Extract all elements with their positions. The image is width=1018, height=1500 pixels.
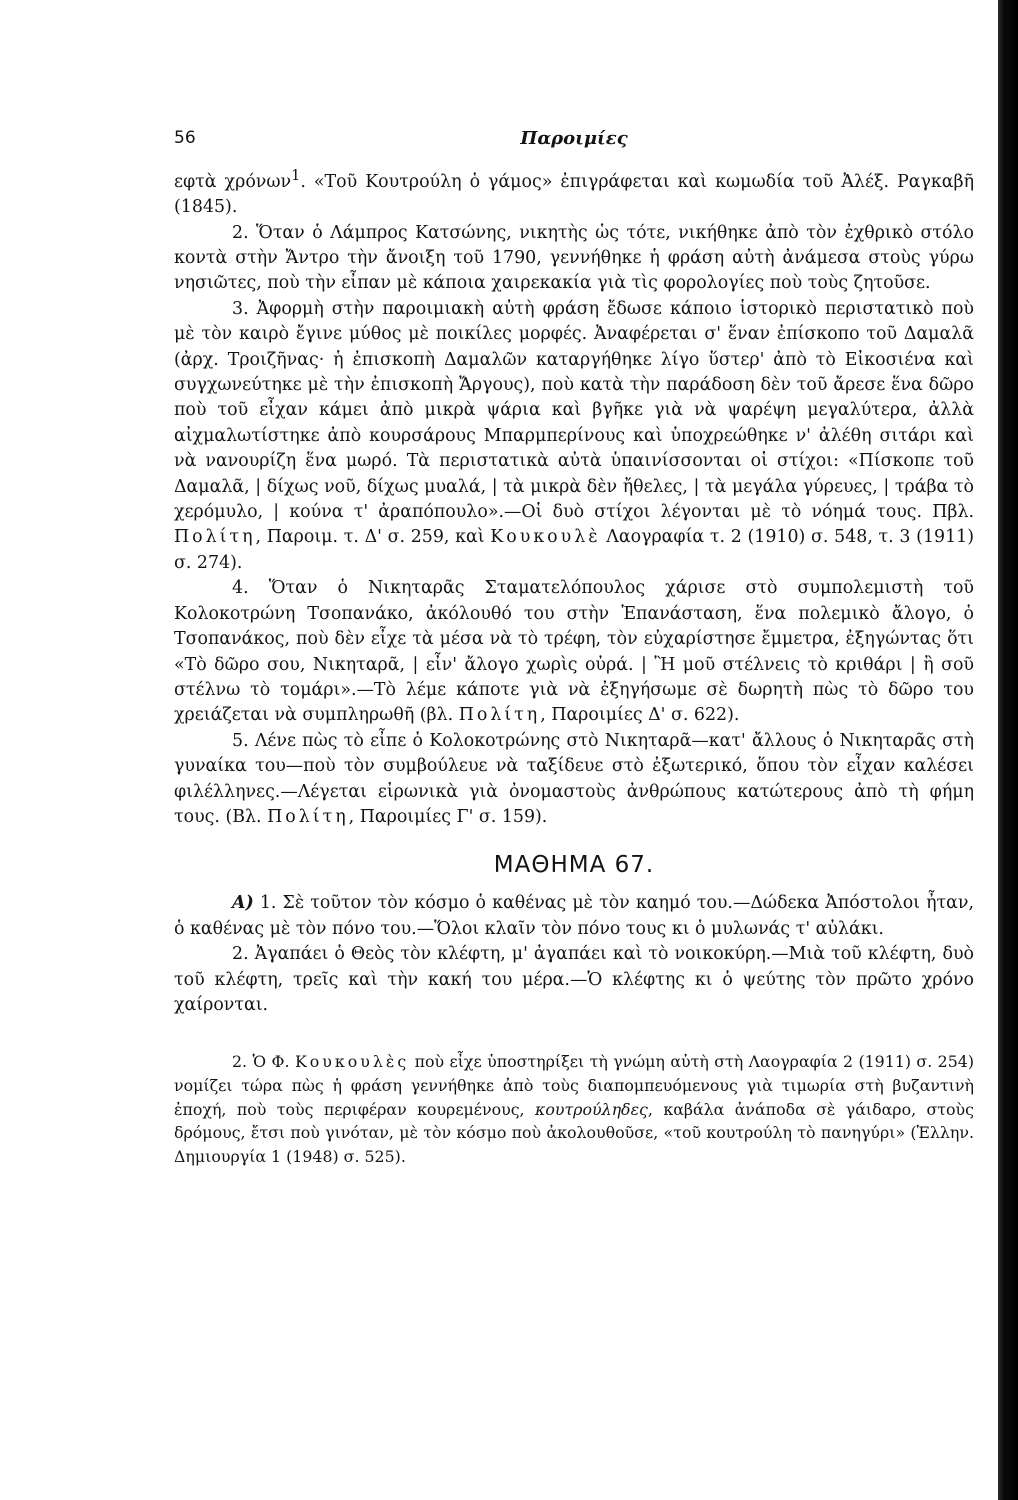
author-name: Κουκουλὲ	[490, 527, 601, 548]
author-name: Πολίτη	[458, 705, 541, 726]
paragraph-continuation: εφτὰ χρόνων$^1$. «Τοῦ Κουτρούλη ὁ γάμος» ἐπιγράφεται καὶ κωμωδία τοῦ Ἀλέξ. Ραγκαβῆ (1845).	[174, 168, 974, 218]
page-number: 56	[174, 128, 196, 148]
note-3: 3. Ἀφορμὴ στὴν παροιμιακὴ αὐτὴ φράση ἔδωσε κάποιο ἱστορικὸ περιστατικὸ ποὺ μὲ τὸν καιρὸ ἔγινε μύθος μὲ ποικίλες μορφές. Ἀναφέρεται σ' ἕναν ἐπίσκοπο τοῦ Δαμαλᾶ (ἀρχ. Τροιζῆνας· ἡ ἐπισκοπὴ Δαμαλῶν καταργήθηκε λίγο ὕστερ' ἀπὸ τὸ Εἰκοσιένα καὶ συγχωνεύτηκε μὲ τὴν ἐπισκοπὴ Ἄργους), ποὺ κατὰ τὴν παράδοση δὲν τοῦ ἄρεσε ἕνα δῶρο ποὺ τοῦ εἶχαν κάμει ἀπὸ μικρὰ ψάρια καὶ βγῆκε γιὰ νὰ ψαρέψη μεγαλύτερα, ἀλλὰ αἰχμαλωτίστηκε ἀπὸ κουρσάρους Μπαρμπερίνους καὶ ὑποχρεώθηκε ν' ἀλέθη σιτάρι καὶ νὰ νανουρίζη ἕνα μωρό. Τὰ περιστατικὰ αὐτὰ ὑπαινίσσονται οἱ στίχοι: «Πίσκοπε τοῦ Δαμαλᾶ, | δίχως νοῦ, δίχως μυαλά, | τὰ μικρὰ δὲν ἤθελες, | τὰ μεγάλα γύρευες, | τράβα τὸ χερόμυλο, | κούνα τ' ἀραπόπουλο».—Οἱ δυὸ στίχοι λέγονται μὲ τὸ νόημά τους. Πβλ. Πολίτη, Παροιμ. τ. Δ' σ. 259, καὶ Κουκουλὲ Λαογραφία τ. 2 (1910) σ. 548, τ. 3 (1911) σ. 274).	[174, 298, 974, 573]
note-2: 2. Ὅταν ὁ Λάμπρος Κατσώνης, νικητὴς ὡς τότε, νικήθηκε ἀπὸ τὸν ἐχθρικὸ στόλο κοντὰ στὴν Ἄντρο τὴν ἄνοιξη τοῦ 1790, γεννήθηκε ἡ φράση αὐτὴ ἀνάμεσα στοὺς γύρω νησιῶτες, ποὺ τὴν εἶπαν μὲ κάποια χαιρεκακία γιὰ τὶς φορολογίες ποὺ τοὺς ζητοῦσε.	[174, 222, 974, 294]
note-5: 5. Λένε πὼς τὸ εἶπε ὁ Κολοκοτρώνης στὸ Νικηταρᾶ—κατ' ἄλλους ὁ Νικηταρᾶς στὴ γυναίκα του—ποὺ τὸν συμβούλευε νὰ ταξίδευε στὸ ἐξωτερικό, ὅπου τὸν εἶχαν καλέσει φιλέλληνες.—Λέγεται εἰρωνικὰ γιὰ ὀνομαστοὺς ἀνθρώπους κατώτερους ἀπὸ τὴ φήμη τους. (Βλ. Πολίτη, Παροιμίες Γ' σ. 159).	[174, 730, 974, 827]
book-page	[174, 126, 974, 1168]
section-label: Α)	[232, 893, 254, 914]
footnote-marker: 1	[291, 168, 301, 184]
author-name: Πολίτη	[174, 527, 256, 548]
footnote-2: 2. Ὁ Φ. Κουκουλὲς ποὺ εἶχε ὑποστηρίξει τὴ γνώμη αὐτὴ στὴ Λαογραφία 2 (1911) σ. 254) νομίζει τώρα πὼς ἡ φράση γεννήθηκε ἀπὸ τοὺς διαπομπευόμενους γιὰ τιμωρία στὴ βυζαντινὴ ἐποχή, ποὺ τοὺς περιφέραν κουρεμένους, κουτρούληδες, καβάλα ἀνάποδα σὲ γάιδαρο, στοὺς δρόμους, ἔτσι ποὺ γινόταν, μὲ τὸν κόσμο ποὺ ἀκολουθοῦσε, «τοῦ κουτρούλη τὸ πανηγύρι» (Ἑλλην. Δημιουργία 1 (1948) σ. 525).	[174, 1052, 974, 1166]
author-name: Κουκουλὲς	[294, 1052, 410, 1072]
running-header	[174, 126, 974, 164]
note-4: 4. Ὅταν ὁ Νικηταρᾶς Σταματελόπουλος χάρισε στὸ συμπολεμιστὴ τοῦ Κολοκοτρώνη Τσοπανάκο, ἀκόλουθό του στὴν Ἐπανάσταση, ἕνα πολεμικὸ ἄλογο, ὁ Τσοπανάκος, ποὺ δὲν εἶχε τὰ μέσα νὰ τὸ τρέφη, τὸν εὐχαρίστησε ἔμμετρα, ἐξηγώντας ὅτι «Τὸ δῶρο σου, Νικηταρᾶ, | εἶν' ἄλογο χωρὶς οὐρά. | Ἢ μοῦ στέλνεις τὸ κριθάρι | ἢ σοῦ στέλνω τὸ τομάρι».—Τὸ λέμε κάποτε γιὰ νὰ ἐξηγήσωμε σὲ δωρητὴ πὼς τὸ δῶρο του χρειάζεται νὰ συμπληρωθῆ (βλ. Πολίτη, Παροιμίες Δ' σ. 622).	[174, 578, 974, 726]
lesson-heading: ΜΑΘΗΜΑ 67.	[493, 852, 655, 879]
author-name: Πολίτη	[267, 806, 349, 827]
scan-edge-shadow	[998, 0, 1018, 1500]
footnotes	[174, 1050, 974, 1168]
italic-term: κουτρούληδες	[534, 1099, 648, 1119]
lesson-paragraph-2: 2. Ἀγαπάει ὁ Θεὸς τὸν κλέφτη, μ' ἀγαπάει καὶ τὸ νοικοκύρη.—Μιὰ τοῦ κλέφτη, δυὸ τοῦ κλέφτη, τρεῖς καὶ τὴν κακή του μέρα.—Ὁ κλέφτης κι ὁ ψεύτης τὸν πρῶτο χρόνο χαίρονται.	[174, 944, 974, 1015]
lesson-paragraph-1: Α) 1. Σὲ τοῦτον τὸν κόσμο ὁ καθένας μὲ τὸν καημό του.—Δώδεκα Ἀπόστολοι ἦταν, ὁ καθένας μὲ τὸν πόνο του.—Ὅλοι κλαῖν τὸν πόνο τους κι ὁ μυλωνάς τ' αὐλάκι.	[174, 893, 974, 939]
running-title: Παροιμίες	[520, 128, 628, 149]
